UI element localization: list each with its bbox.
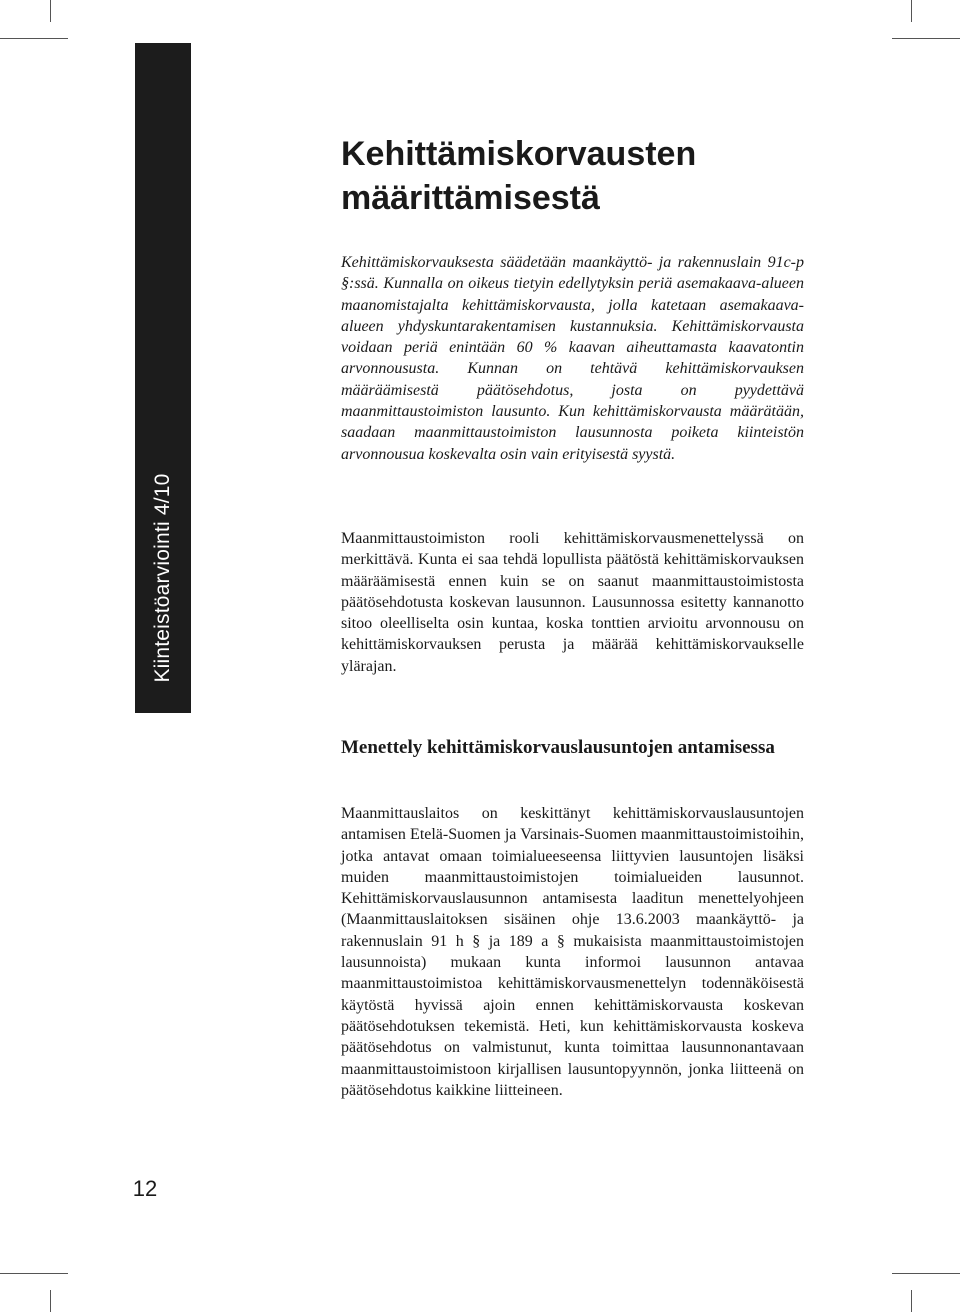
crop-mark-bottom-right-h bbox=[892, 1273, 960, 1274]
page-number: 12 bbox=[132, 1176, 158, 1201]
page-title-line-2: määrittämisestä bbox=[341, 179, 600, 217]
page-title-line-1: Kehittämiskorvausten bbox=[341, 135, 697, 173]
page-title bbox=[341, 132, 901, 220]
crop-mark-bottom-left-v bbox=[50, 1290, 51, 1312]
crop-mark-top-left-h bbox=[0, 38, 68, 39]
crop-mark-top-left-v bbox=[50, 0, 51, 22]
crop-mark-bottom-right-v bbox=[911, 1290, 912, 1312]
side-tab-label: Kiinteistöarviointi 4/10 bbox=[151, 473, 174, 683]
intro-paragraph: Kehittämiskorvauksesta säädetään maankäyttö- ja rakennuslain 91c-p §:ssä. Kunnalla on oikeus tietyin edellytyksin periä asemakaava-alueen maanomistajalta kehittämiskorvausta, jolla katetaan asemakaava-alueen yhdyskuntarakentamisen kustannuksia. Kehittämiskorvausta voidaan periä enintään 60 % kaavan aiheuttamasta kaavatontin arvonnoususta. Kunnan on tehtävä kehittämiskorvauksen määräämisestä päätösehdotus, josta on pyydettävä maanmittaustoimiston lausunto. Kun kehittämiskorvausta määrätään, saadaan maanmittaustoimiston lausunnosta poiketa kiinteistön arvonnousua koskevalta osin vain erityisestä syystä. bbox=[341, 254, 804, 463]
body-paragraph-2: Maanmittauslaitos on keskittänyt kehittämiskorvauslausuntojen antamisen Etelä-Suomen ja Varsinais-Suomen maanmittaustoimistoihin, jotka antavat omaan toimialueeseensa liittyvien lausuntojen lisäksi muiden maanmittaustoimistojen toimialueiden lausunnot. Kehittämiskorvauslausunnon antamisesta laaditun menettelyohjeen (Maanmittauslaitoksen sisäinen ohje 13.6.2003 maankäyttö- ja rakennuslain 91 h § ja 189 a § mukaisista maanmittaustoimistojen lausunnoista) mukaan kunta informoi lausunnon antavaa maanmittaustoimistoa kehittämiskorvausmenettelyn todennäköisestä käytöstä hyvissä ajoin ennen kehittämiskorvausta koskevan päätösehdotuksen tekemistä. Heti, kun kehittämiskorvausta koskeva päätösehdotus on valmistunut, kunta toimittaa lausunnonantavaan maanmittaustoimistoon kirjallisen lausuntopyynnön, jonka liitteenä on päätösehdotus kaikkine liitteineen. bbox=[341, 805, 804, 1099]
crop-mark-top-right-v bbox=[911, 0, 912, 22]
body-paragraph-1: Maanmittaustoimiston rooli kehittämiskorvausmenettelyssä on merkittävä. Kunta ei saa tehdä lopullista päätöstä kehittämiskorvauksen määräämisestä ennen kuin se on saanut maanmittaustoimistosta päätösehdotusta koskevan lausunnon. Lausunnossa esitetty kannanotto sitoo oleelliselta osin kuntaa, koska tonttien arvioitu arvonnousu on kehittämiskorvauksen perusta ja määrää kehittämiskorvaukselle ylärajan. bbox=[341, 530, 804, 675]
section-heading: Menettely kehittämiskorvauslausuntojen antamisessa bbox=[341, 737, 775, 758]
crop-mark-top-right-h bbox=[892, 38, 960, 39]
crop-mark-bottom-left-h bbox=[0, 1273, 68, 1274]
